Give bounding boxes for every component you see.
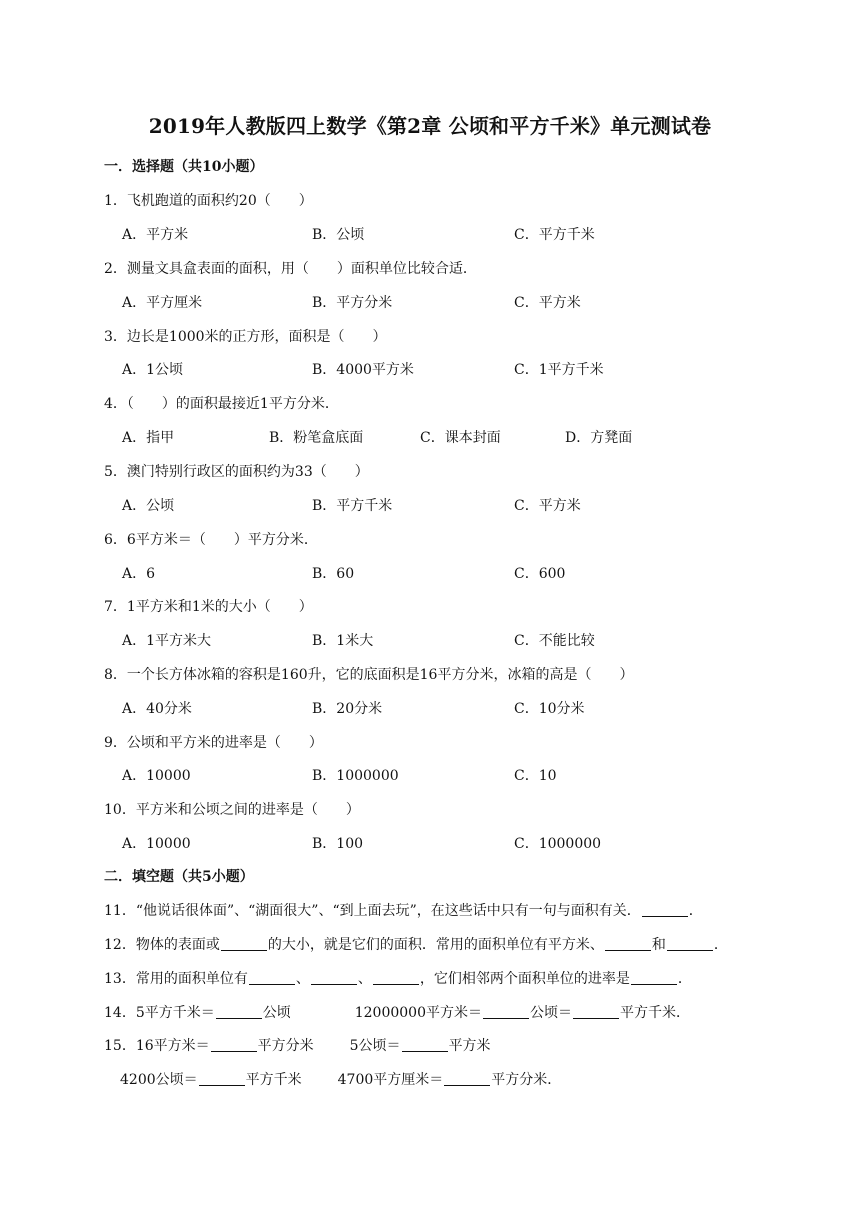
option-d[interactable]: D．方凳面: [565, 430, 633, 446]
options-10: [122, 833, 762, 853]
option-a[interactable]: A．6: [122, 566, 156, 582]
question-9: 9．公顷和平方米的进率是（ ）: [104, 735, 323, 751]
section-heading-fill: 二．填空题（共5小题）: [104, 869, 254, 885]
options-5: [122, 495, 762, 515]
option-b[interactable]: B．粉笔盒底面: [269, 430, 364, 446]
option-b[interactable]: B．平方千米: [312, 498, 393, 514]
question-2: 2．测量文具盒表面的面积，用（ ）面积单位比较合适．: [104, 261, 477, 277]
question-text: 和: [651, 937, 666, 953]
question-10: 10．平方米和公顷之间的进率是（ ）: [104, 802, 360, 818]
question-3: 3．边长是1000米的正方形，面积是（ ）: [104, 329, 387, 345]
question-14: [104, 1002, 690, 1022]
answer-blank[interactable]: [311, 970, 357, 985]
question-13: [104, 968, 692, 988]
answer-blank[interactable]: [402, 1037, 448, 1052]
answer-blank[interactable]: [631, 970, 677, 985]
question-12: [104, 934, 728, 954]
option-b[interactable]: B．4000平方米: [312, 362, 414, 378]
question-1: 1．飞机跑道的面积约20（ ）: [104, 193, 313, 209]
answer-blank[interactable]: [642, 902, 688, 917]
question-11: [104, 900, 703, 920]
option-c[interactable]: C．10: [514, 768, 557, 784]
option-b[interactable]: B．60: [312, 566, 355, 582]
option-b[interactable]: B．公顷: [312, 227, 365, 243]
question-text: 4700平方厘米＝: [337, 1072, 444, 1088]
question-text: ．: [677, 971, 692, 987]
options-3: [122, 359, 762, 379]
question-text: 公顷: [262, 1005, 291, 1021]
question-text: 平方千米: [245, 1072, 302, 1088]
answer-blank[interactable]: [199, 1071, 245, 1086]
option-a[interactable]: A．平方米: [122, 227, 189, 243]
question-text: 11．“他说话很体面”、“湖面很大”、“到上面去玩”，在这些话中只有一句与面积有关．: [104, 903, 641, 919]
question-text: 平方分米: [257, 1038, 314, 1054]
question-4: 4．（ ）的面积最接近1平方分米．: [104, 396, 339, 412]
question-5: 5．澳门特别行政区的面积约为33（ ）: [104, 464, 369, 480]
question-text: ．: [688, 903, 703, 919]
answer-blank[interactable]: [483, 1004, 529, 1019]
question-text: 4200公顷＝: [120, 1072, 198, 1088]
question-text: 的大小，就是它们的面积．常用的面积单位有平方米、: [267, 937, 604, 953]
question-text: 12．物体的表面或: [104, 937, 220, 953]
options-7: [122, 630, 762, 650]
question-text: 14．5平方千米＝: [104, 1005, 215, 1021]
page-title: 2019年人教版四上数学《第2章 公顷和平方千米》单元测试卷: [148, 114, 712, 138]
option-b[interactable]: B．1000000: [312, 768, 399, 784]
question-6: 6．6平方米＝（ ）平方分米．: [104, 532, 318, 548]
option-b[interactable]: B．平方分米: [312, 295, 393, 311]
options-9: [122, 765, 762, 785]
option-c[interactable]: C．10分米: [514, 701, 585, 717]
option-a[interactable]: A．40分米: [122, 701, 192, 717]
option-a[interactable]: A．平方厘米: [122, 295, 203, 311]
question-text: 13．常用的面积单位有: [104, 971, 248, 987]
option-c[interactable]: C．平方米: [514, 498, 581, 514]
option-b[interactable]: B．20分米: [312, 701, 383, 717]
option-a[interactable]: A．1公顷: [122, 362, 184, 378]
option-c[interactable]: C．600: [514, 566, 566, 582]
options-8: [122, 698, 762, 718]
options-4: [122, 427, 762, 447]
answer-blank[interactable]: [667, 936, 713, 951]
question-text: 15．16平方米＝: [104, 1038, 210, 1054]
options-1: [122, 224, 762, 244]
question-8: 8．一个长方体冰箱的容积是160升，它的底面积是16平方分米，冰箱的高是（ ）: [104, 667, 634, 683]
answer-blank[interactable]: [249, 970, 295, 985]
answer-blank[interactable]: [216, 1004, 262, 1019]
question-text: 12000000平方米＝: [354, 1005, 482, 1021]
question-15: [104, 1035, 491, 1055]
answer-blank[interactable]: [211, 1037, 257, 1052]
question-text: 平方分米．: [491, 1072, 562, 1088]
option-a[interactable]: A．10000: [122, 836, 191, 852]
options-2: [122, 292, 762, 312]
question-text: 、: [295, 971, 310, 987]
question-text: 公顷＝: [530, 1005, 572, 1021]
question-text: ．: [713, 937, 728, 953]
option-c[interactable]: C．平方千米: [514, 227, 595, 243]
question-7: 7．1平方米和1米的大小（ ）: [104, 599, 313, 615]
option-c[interactable]: C．不能比较: [514, 633, 595, 649]
question-text: ，它们相邻两个面积单位的进率是: [419, 971, 630, 987]
option-b[interactable]: B．1米大: [312, 633, 374, 649]
answer-blank[interactable]: [605, 936, 651, 951]
answer-blank[interactable]: [373, 970, 419, 985]
option-b[interactable]: B．100: [312, 836, 364, 852]
answer-blank[interactable]: [221, 936, 267, 951]
question-text: 平方千米．: [620, 1005, 690, 1021]
question-15-continued: [120, 1069, 561, 1089]
option-c[interactable]: C．1平方千米: [514, 362, 604, 378]
option-c[interactable]: C．课本封面: [420, 430, 501, 446]
answer-blank[interactable]: [573, 1004, 619, 1019]
option-a[interactable]: A．1平方米大: [122, 633, 212, 649]
option-c[interactable]: C．平方米: [514, 295, 581, 311]
answer-blank[interactable]: [444, 1071, 490, 1086]
options-6: [122, 563, 762, 583]
question-text: 平方米: [448, 1038, 491, 1054]
section-heading-choice: 一．选择题（共10小题）: [104, 159, 264, 175]
option-a[interactable]: A．公顷: [122, 498, 175, 514]
option-a[interactable]: A．指甲: [122, 430, 175, 446]
option-a[interactable]: A．10000: [122, 768, 191, 784]
question-text: 5公顷＝: [349, 1038, 401, 1054]
option-c[interactable]: C．1000000: [514, 836, 602, 852]
question-text: 、: [357, 971, 372, 987]
